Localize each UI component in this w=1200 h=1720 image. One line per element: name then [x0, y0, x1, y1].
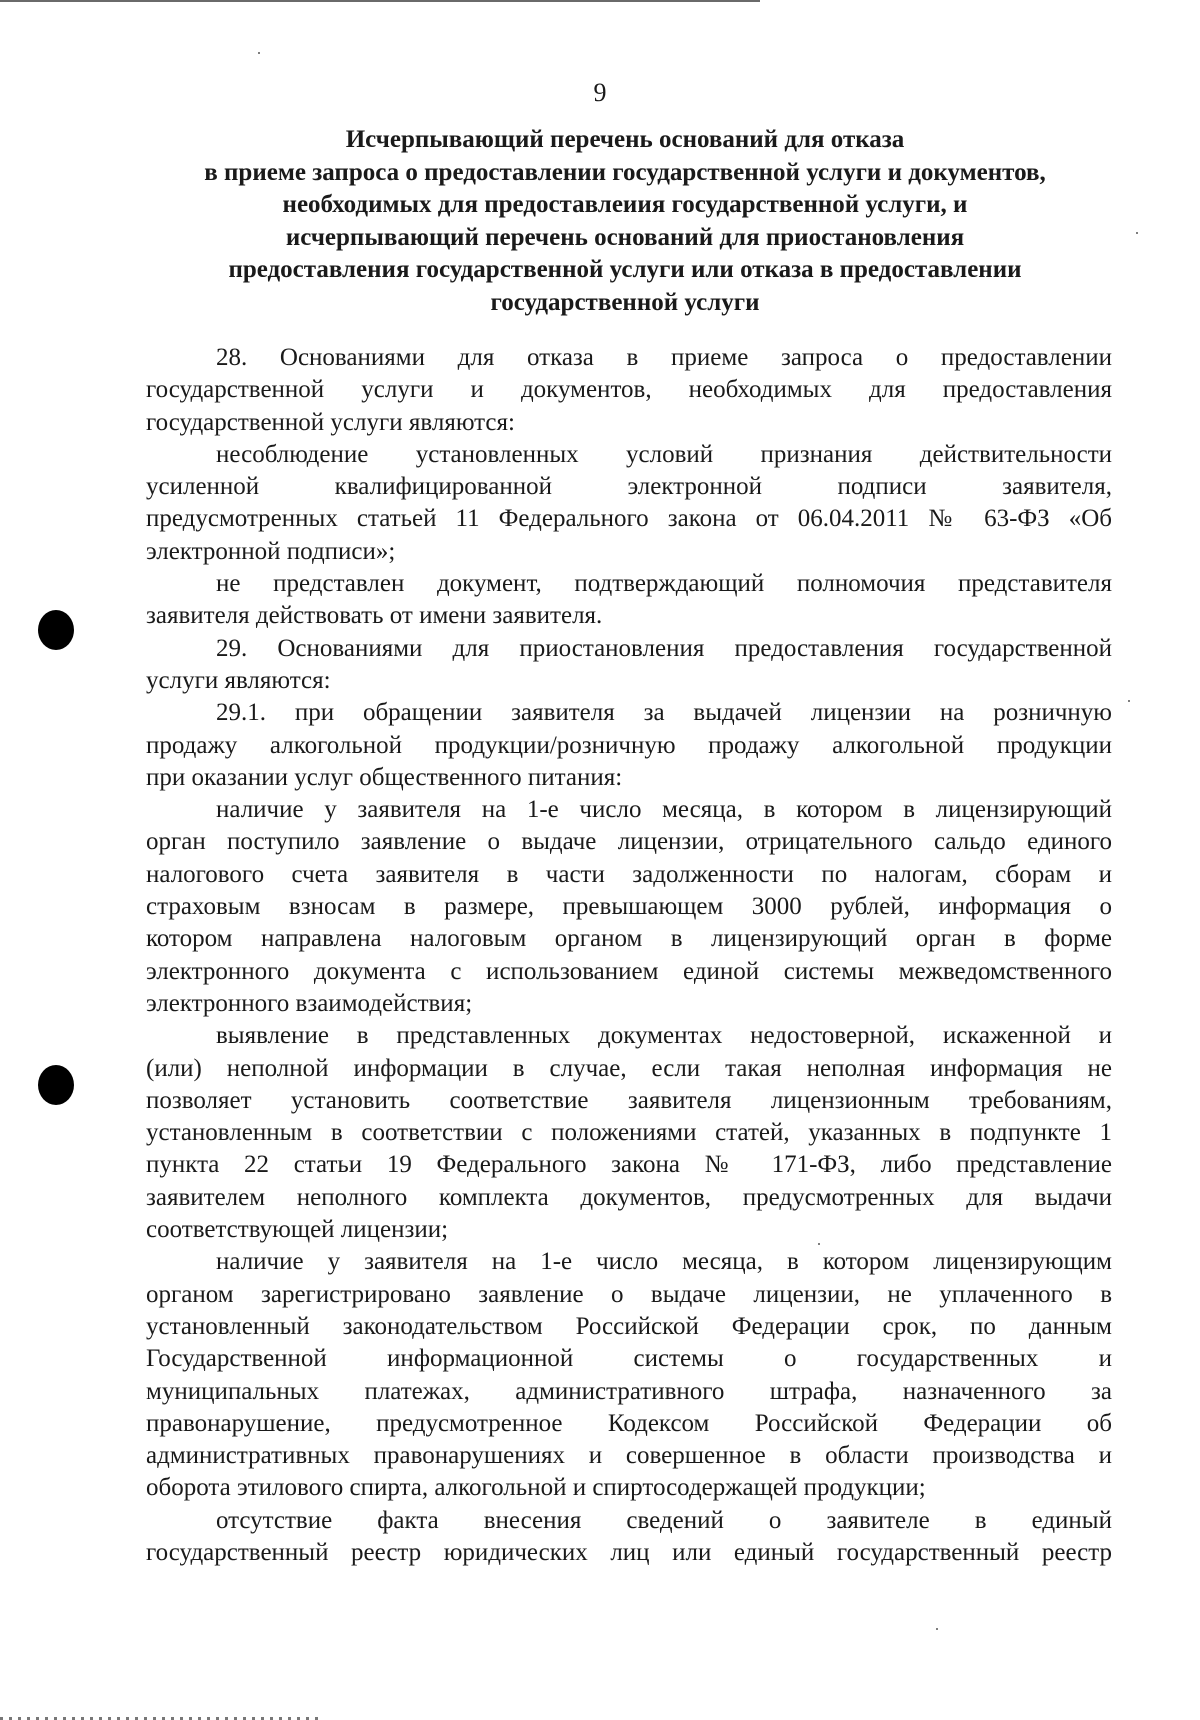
paragraph-line: установленным в соответствии с положениями статей, указанных в подпункте 1	[146, 1119, 1112, 1147]
paragraph-line: предусмотренных статьей 11 Федерального закона от 06.04.2011 № 63-ФЗ «Об	[146, 505, 1112, 533]
paragraph-line: органом зарегистрировано заявление о выдаче лицензии, не уплаченного в	[146, 1280, 1112, 1308]
paragraph-line: муниципальных платежах, административного штрафа, назначенного за	[146, 1377, 1112, 1405]
paragraph-line: продажу алкогольной продукции/розничную продажу алкогольной продукции	[146, 731, 1112, 759]
heading-line: исчерпывающий перечень оснований для приостановления	[285, 223, 965, 251]
paragraph-line: электронного взаимодействия;	[146, 989, 473, 1017]
paragraph-line: 29.1. при обращении заявителя за выдачей лицензии на розничную	[216, 699, 1112, 727]
page-number: 9	[593, 78, 607, 107]
paragraph-line: котором направлена налоговым органом в лицензирующий орган в форме	[146, 925, 1112, 953]
binder-hole-mark	[38, 610, 74, 650]
scan-speck	[1136, 232, 1138, 234]
paragraph-p29-1	[146, 697, 1112, 794]
paragraph-line: страховым взносам в размере, превышающем 3000 рублей, информация о	[146, 893, 1112, 921]
paragraph-line: государственный реестр юридических лиц или единый государственный реестр	[146, 1538, 1112, 1566]
paragraph-p29-1-registry	[146, 1505, 1112, 1570]
binder-hole-mark	[38, 1065, 74, 1105]
paragraph-line: отсутствие факта внесения сведений о заявителе в единый	[216, 1506, 1112, 1534]
paragraph-line: государственной услуги являются:	[146, 408, 515, 436]
paragraph-p28-signature	[146, 439, 1112, 568]
paragraph-line: заявителем неполного комплекта документов, предусмотренных для выдачи	[146, 1183, 1112, 1211]
scan-speck	[936, 1628, 938, 1630]
paragraph-line: наличие у заявителя на 1-е число месяца, в котором лицензирующим	[216, 1248, 1112, 1276]
paragraph-line: Государственной информационной системы о государственных и	[146, 1345, 1112, 1373]
scan-speck	[1128, 700, 1130, 702]
heading-line: в приеме запроса о предоставлении государственной услуги и документов,	[204, 158, 1046, 186]
paragraph-line: наличие у заявителя на 1-е число месяца, в котором в лицензирующий	[216, 796, 1112, 824]
paragraph-p29-1-fine	[146, 1246, 1112, 1504]
paragraph-line: налогового счета заявителя в части задолженности по налогам, сборам и	[146, 860, 1112, 888]
paragraph-line: не представлен документ, подтверждающий полномочия представителя	[216, 570, 1112, 598]
paragraph-line: пункта 22 статьи 19 Федерального закона № 171-ФЗ, либо представление	[146, 1151, 1112, 1179]
heading-line: государственной услуги	[490, 288, 760, 316]
paragraph-line: государственной услуги и документов, необходимых для предоставления	[146, 376, 1112, 404]
scan-top-edge-line	[0, 0, 760, 2]
paragraph-line: (или) неполной информации в случае, если такая неполная информация не	[146, 1054, 1112, 1082]
paragraph-p29	[146, 633, 1112, 698]
paragraph-line: 29. Основаниями для приостановления предоставления государственной	[216, 634, 1112, 662]
paragraph-line: соответствующей лицензии;	[146, 1216, 449, 1244]
scan-speck	[258, 52, 260, 54]
paragraph-line: позволяет установить соответствие заявителя лицензионным требованиям,	[146, 1086, 1112, 1114]
paragraph-line: усиленной квалифицированной электронной подписи заявителя,	[146, 473, 1112, 501]
heading-line: предоставления государственной услуги или отказа в предоставлении	[228, 256, 1022, 283]
paragraph-line: при оказании услуг общественного питания:	[146, 763, 623, 791]
paragraph-line: электронной подписи»;	[146, 537, 396, 565]
paragraph-line: правонарушение, предусмотренное Кодексом Российской Федерации об	[146, 1409, 1112, 1437]
paragraph-p28-representative	[146, 568, 1112, 633]
paragraph-line: 28. Основаниями для отказа в приеме запроса о предоставлении	[216, 344, 1112, 371]
paragraph-p29-1-incomplete	[146, 1020, 1112, 1246]
paragraph-line: установленный законодательством Российской Федерации срок, по данным	[146, 1312, 1112, 1340]
section-heading	[120, 124, 1130, 319]
paragraph-p28	[146, 342, 1112, 439]
heading-line: Исчерпывающий перечень оснований для отказа	[345, 126, 905, 153]
paragraph-line: электронного документа с использованием единой системы межведомственного	[146, 957, 1112, 985]
document-body	[146, 342, 1112, 1569]
heading-line: необходимых для предоставлеиия государственной услуги, и	[282, 191, 968, 218]
paragraph-line: услуги являются:	[146, 666, 331, 694]
paragraph-line: выявление в представленных документах недостоверной, искаженной и	[216, 1022, 1112, 1050]
paragraph-line: несоблюдение установленных условий признания действительности	[216, 440, 1112, 468]
paragraph-p29-1-tax	[146, 794, 1112, 1020]
paragraph-line: оборота этилового спирта, алкогольной и спиртосодержащей продукции;	[146, 1474, 926, 1502]
paragraph-line: орган поступило заявление о выдаче лицензии, отрицательного сальдо единого	[146, 828, 1112, 856]
paragraph-line: административных правонарушениях и совершенное в области производства и	[146, 1442, 1112, 1470]
paragraph-line: заявителя действовать от имени заявителя.	[146, 602, 603, 630]
